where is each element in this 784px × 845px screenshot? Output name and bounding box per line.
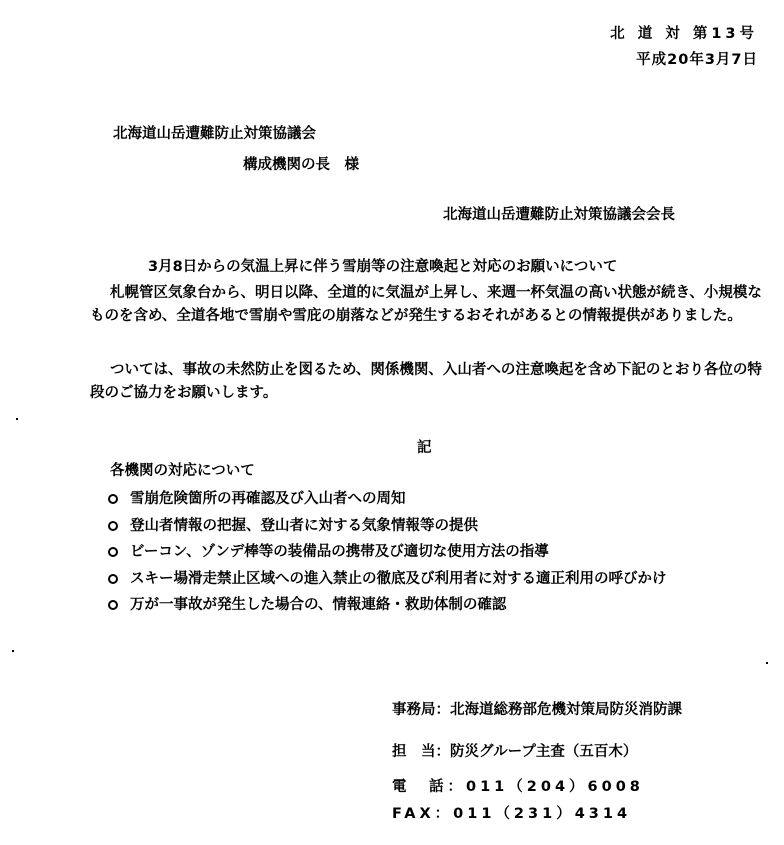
body-paragraph-1: 札幌管区気象台から、明日以降、全道的に気温が上昇し、来週一杯気温の高い状態が続き、小規模なものを含め、全道各地で雪崩や雪庇の崩落などが発生するおそれがあるとの情報提供がありました。 — [90, 285, 762, 324]
fax-label: FAX： — [392, 806, 454, 822]
list-heading: 各機関の対応について — [110, 463, 255, 479]
list-item — [108, 566, 667, 593]
ki-heading: 記 — [417, 440, 432, 456]
subject-line: 3月8日からの気温上昇に伴う雪崩等の注意喚起と対応のお願いについて — [148, 259, 618, 275]
list-item-text: 雪崩危険箇所の再確認及び入山者への周知 — [130, 491, 406, 507]
addressee-title: 構成機関の長 様 — [243, 157, 359, 173]
list-item — [108, 486, 667, 513]
circle-bullet-icon — [108, 574, 118, 584]
issue-date: 平成20年3月7日 — [636, 52, 758, 68]
contact-phone — [392, 775, 644, 796]
circle-bullet-icon — [108, 494, 118, 504]
action-list — [108, 486, 667, 619]
phone-value: 011（204）6008 — [466, 779, 644, 795]
scan-speck — [766, 662, 768, 664]
list-item — [108, 539, 667, 566]
fax-value: 011（231）4314 — [453, 806, 632, 822]
person-value: 防災グループ主査（五百木） — [450, 744, 638, 760]
addressee-organization: 北海道山岳遭難防止対策協議会 — [113, 126, 316, 142]
contact-person — [392, 740, 637, 761]
list-item-text: スキー場滑走禁止区域への進入禁止の徹底及び利用者に対する適正利用の呼びかけ — [130, 570, 667, 587]
scan-speck — [12, 650, 14, 652]
sender: 北海道山岳遭難防止対策協議会会長 — [443, 207, 675, 223]
circle-bullet-icon — [108, 547, 118, 557]
person-label: 担 当： — [392, 744, 450, 760]
list-item-text: 登山者情報の把握、登山者に対する気象情報等の提供 — [130, 517, 478, 534]
contact-fax — [392, 802, 631, 823]
circle-bullet-icon — [108, 600, 118, 610]
list-item-text: ビーコン、ゾンデ棒等の装備品の携帯及び適切な使用方法の指導 — [130, 544, 549, 560]
scan-speck — [16, 418, 18, 420]
list-item — [108, 592, 667, 619]
office-label: 事務局： — [392, 702, 450, 718]
circle-bullet-icon — [108, 521, 118, 531]
body-paragraph-2: ついては、事故の未然防止を図るため、関係機関、入山者への注意喚起を含め下記のとおり各位の特段のご協力をお願いします。 — [90, 362, 762, 401]
reference-number: 北 道 対 第13号 — [610, 26, 758, 42]
contact-office — [392, 698, 682, 719]
list-item-text: 万が一事故が発生した場合の、情報連絡・救助体制の確認 — [130, 597, 507, 613]
list-item — [108, 513, 667, 540]
office-value: 北海道総務部危機対策局防災消防課 — [450, 702, 682, 718]
phone-label: 電 話： — [392, 779, 466, 795]
